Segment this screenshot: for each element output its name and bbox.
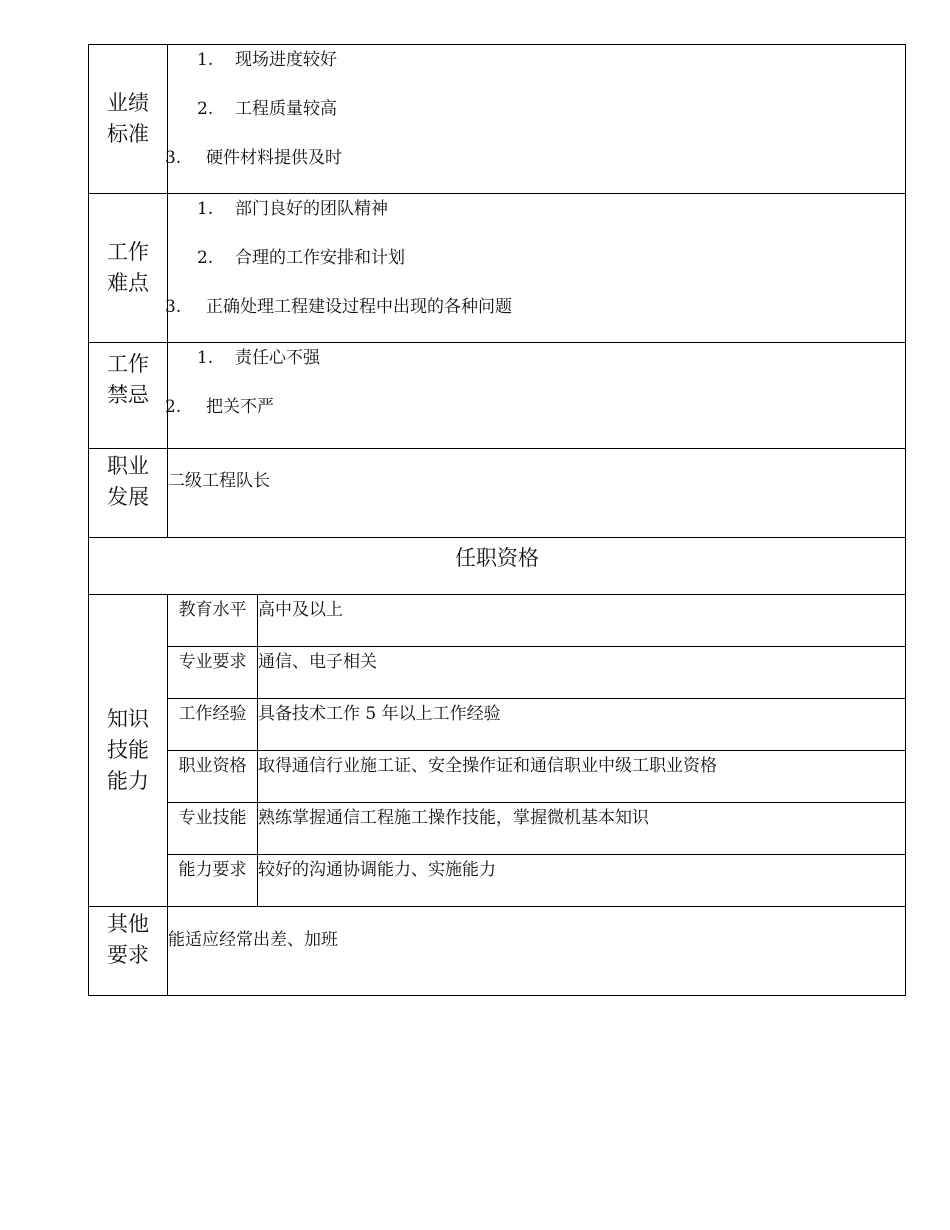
career-label: 职业 发展 — [89, 449, 168, 538]
qualification-key: 工作经验 — [168, 699, 258, 751]
list-item: 1. 责任心不强 — [197, 348, 320, 368]
qualification-key: 专业技能 — [168, 803, 258, 855]
qualification-table — [168, 595, 905, 906]
other-text: 能适应经常出差、加班 — [168, 930, 338, 950]
other-row — [89, 907, 906, 996]
taboo-row — [89, 343, 906, 449]
qualification-key: 职业资格 — [168, 751, 258, 803]
table-row — [168, 803, 905, 855]
list-item: 2. 把关不严 — [165, 397, 274, 417]
difficulty-content — [165, 194, 906, 343]
qualification-label: 知识 技能 能力 — [89, 595, 168, 907]
performance-label: 业绩 标准 — [89, 45, 168, 194]
table-row — [168, 647, 905, 699]
list-item: 2. 合理的工作安排和计划 — [197, 248, 405, 268]
qualification-key: 教育水平 — [168, 595, 258, 647]
table-row — [168, 751, 905, 803]
career-row — [89, 449, 906, 538]
section-title: 任职资格 — [89, 538, 906, 595]
qualification-key: 专业要求 — [168, 647, 258, 699]
list-item: 3. 正确处理工程建设过程中出现的各种问题 — [165, 297, 512, 317]
performance-content — [165, 45, 906, 194]
qualification-title-row — [89, 538, 906, 595]
career-text: 二级工程队长 — [168, 471, 270, 491]
list-item: 1. 部门良好的团队精神 — [197, 199, 388, 219]
list-item: 2. 工程质量较高 — [197, 99, 337, 119]
qualification-content — [168, 595, 906, 907]
other-content — [168, 907, 906, 996]
performance-row — [89, 45, 906, 194]
qualification-value: 熟练掌握通信工程施工操作技能，掌握微机基本知识 — [258, 803, 906, 855]
taboo-label: 工作 禁忌 — [89, 343, 168, 449]
qualification-value: 具备技术工作 5 年以上工作经验 — [258, 699, 906, 751]
taboo-content — [165, 343, 906, 449]
table-row — [168, 699, 905, 751]
career-content — [168, 449, 906, 538]
other-label: 其他 要求 — [89, 907, 168, 996]
qualification-value: 较好的沟通协调能力、实施能力 — [258, 860, 496, 880]
difficulty-row — [89, 194, 906, 343]
list-item: 3. 硬件材料提供及时 — [165, 148, 342, 168]
qualification-row — [89, 595, 906, 907]
table-row — [168, 855, 905, 907]
job-description-table — [88, 44, 906, 996]
difficulty-label: 工作 难点 — [89, 194, 168, 343]
qualification-value: 高中及以上 — [258, 595, 906, 647]
table-row — [168, 595, 905, 647]
job-description-table-container — [88, 44, 906, 996]
qualification-key: 能力要求 — [168, 855, 258, 907]
qualification-value: 通信、电子相关 — [258, 647, 906, 699]
qualification-value: 取得通信行业施工证、安全操作证和通信职业中级工职业资格 — [258, 751, 906, 803]
list-item: 1. 现场进度较好 — [197, 50, 337, 70]
